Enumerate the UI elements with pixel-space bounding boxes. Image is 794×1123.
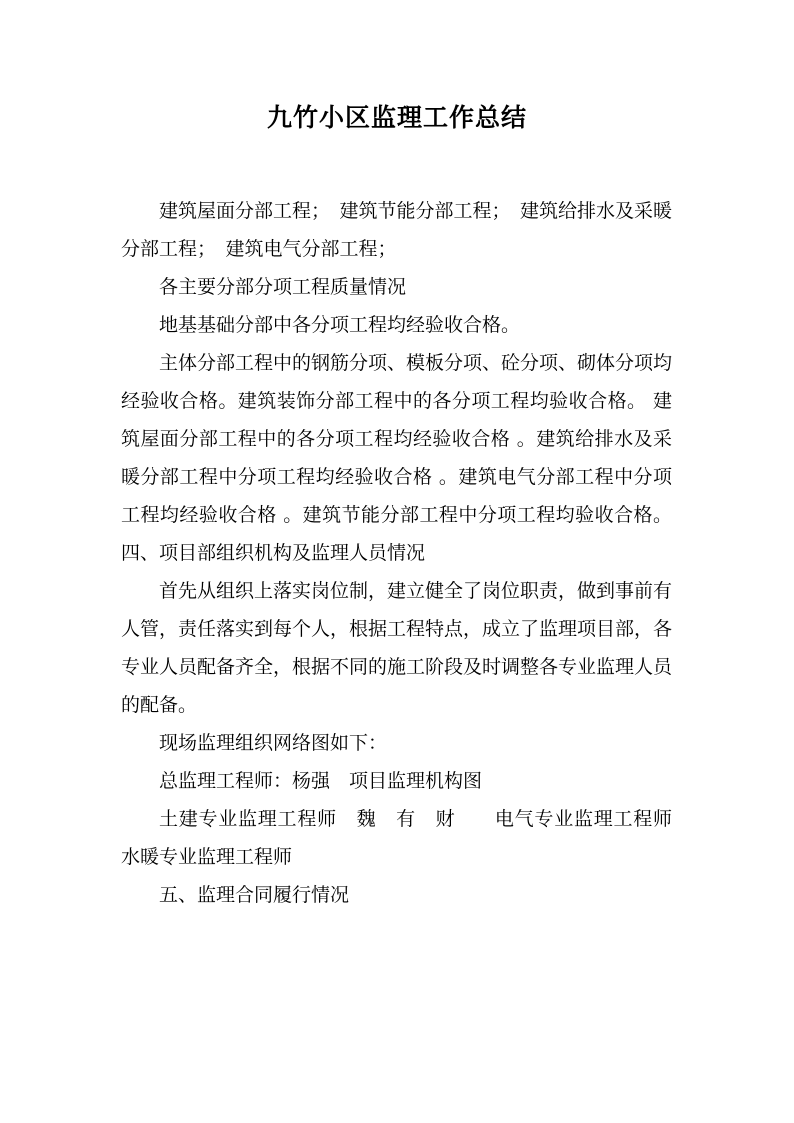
paragraph-specialist-engineers: 土建专业监理工程师 魏 有 财 电气专业监理工程师 水暖专业监理工程师: [121, 808, 692, 868]
paragraph-section-five: 五、监理合同履行情况: [159, 884, 350, 906]
paragraph-network-intro: 现场监理组织网络图如下：: [159, 732, 388, 754]
paragraph-chief-engineer: 总监理工程师：杨强 项目监理机构图: [159, 770, 483, 792]
document-body: [121, 192, 692, 914]
paragraph-main-structure: 主体分部工程中的钢筋分项、模板分项、砼分项、砌体分项均经验收合格。建筑装饰分部工程中的各分项工程均验收合格。 建筑屋面分部工程中的各分项工程均经验收合格 。建筑给排水及采暖分部工程中分项工程均经验收合格 。建筑电气分部工程中分项工程均经验收合格 。建筑节能分部工程中分项工程均验收合格。四、项目部组织机构及监理人员情况: [121, 352, 673, 564]
paragraph-organization: 首先从组织上落实岗位制，建立健全了岗位职责，做到事前有人管，责任落实到每个人，根据工程特点，成立了监理项目部，各专业人员配备齐全，根据不同的施工阶段及时调整各专业监理人员的配备。: [121, 580, 673, 716]
paragraph-foundation: 地基基础分部中各分项工程均经验收合格。: [159, 314, 521, 336]
document-title: 九竹小区监理工作总结: [266, 103, 527, 132]
paragraph-heading-quality: 各主要分部分项工程质量情况: [159, 276, 407, 298]
paragraph-subsections: 建筑屋面分部工程； 建筑节能分部工程； 建筑给排水及采暖分部工程； 建筑电气分部工程；: [121, 200, 673, 260]
